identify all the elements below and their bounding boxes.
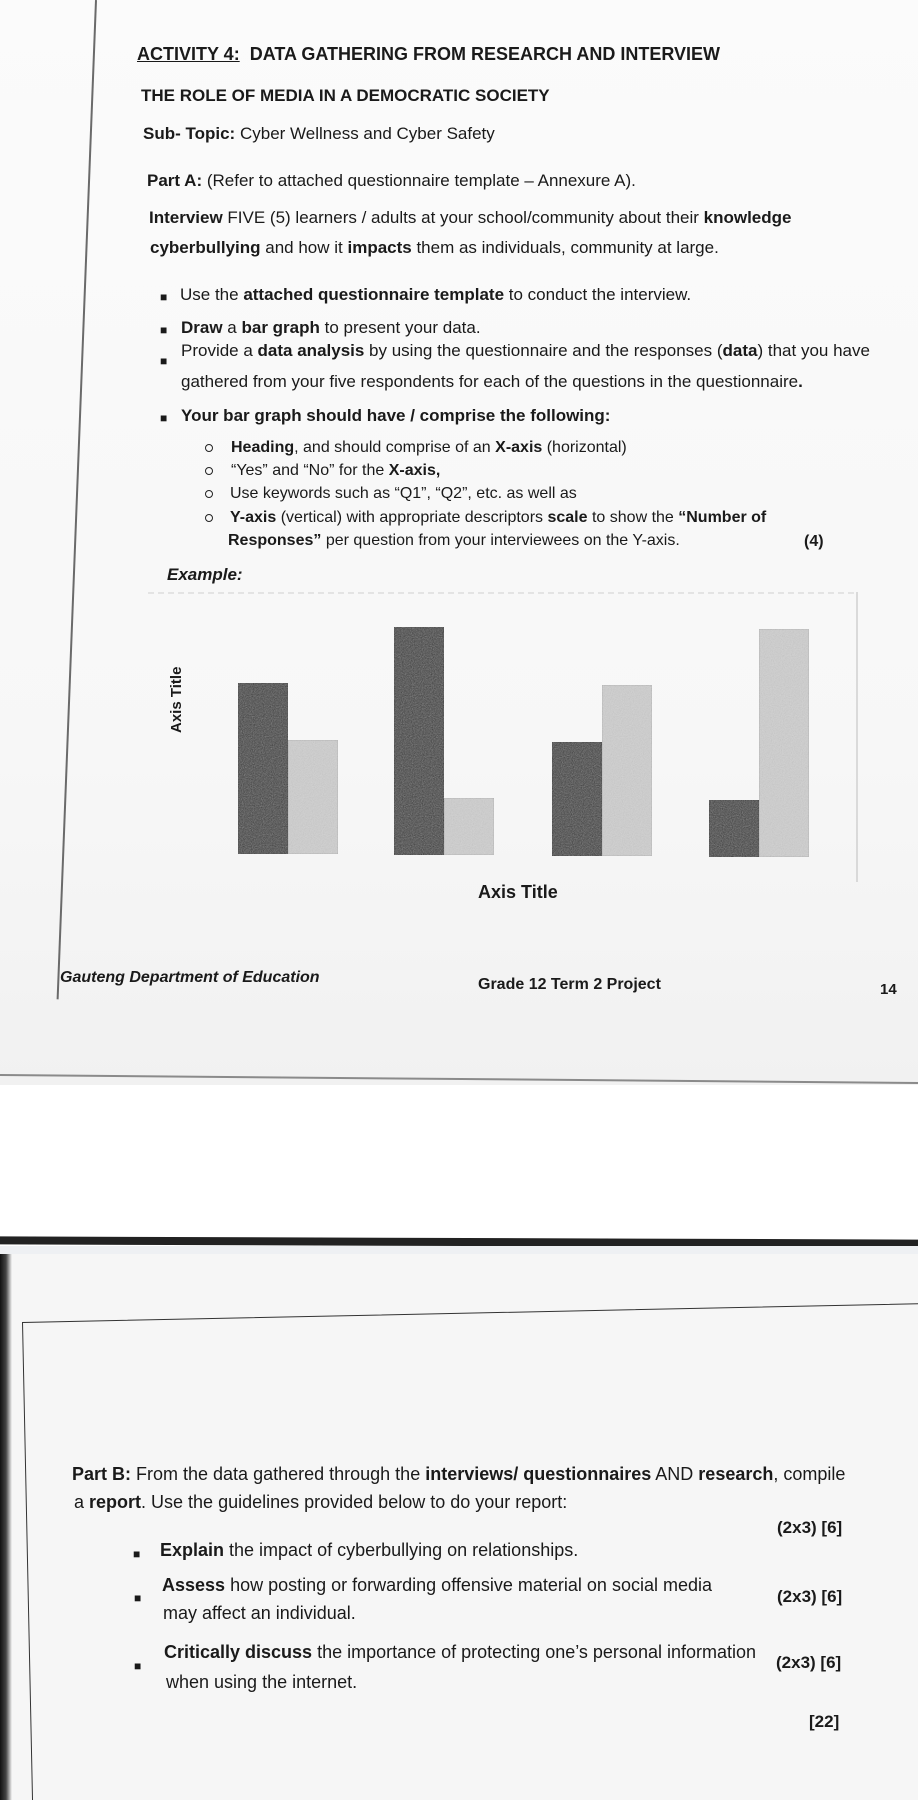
bullet-icon: ■ xyxy=(160,411,168,425)
bar-3-series-2 xyxy=(602,685,652,856)
sub-bullet-2 xyxy=(231,461,440,481)
bar-1-series-1 xyxy=(238,683,288,854)
sub-bullet-4 xyxy=(230,508,766,528)
bullet-3-bold2: data xyxy=(722,341,758,360)
bullet-3-post: ) that you have xyxy=(757,341,870,360)
item-2-text: how posting or forwarding offensive material on social media xyxy=(225,1575,712,1595)
part-b-text-2: AND xyxy=(651,1464,699,1484)
activity-heading xyxy=(137,44,720,64)
page-number: 14 xyxy=(880,981,897,998)
bullet-3-bold: data analysis xyxy=(257,341,365,360)
interview-word: Interview xyxy=(149,208,223,227)
interview-text: FIVE (5) learners / adults at your school/community about their xyxy=(222,208,704,227)
bullet-1-bold: attached questionnaire template xyxy=(243,285,505,304)
subtopic xyxy=(143,124,495,144)
part-b-line-1 xyxy=(72,1464,845,1484)
part-a-text: (Refer to attached questionnaire template – Annexure A). xyxy=(206,171,636,190)
sub-bullet-1-bold: Heading xyxy=(231,439,295,456)
bullet-3 xyxy=(181,341,870,361)
part-b-item-3 xyxy=(164,1642,756,1662)
part-b-bold-2: research xyxy=(698,1464,774,1484)
part-a-heading xyxy=(147,171,636,191)
interview-line-2 xyxy=(150,238,719,258)
bar-4-series-2 xyxy=(759,629,809,857)
bullet-2-post: to present your data. xyxy=(319,318,481,337)
example-bar-chart xyxy=(148,592,858,882)
total-marks: [22] xyxy=(809,1712,840,1731)
part-b-text-5: . Use the guidelines provided below to do your report: xyxy=(141,1492,568,1512)
sub-bullet-1-mid: , and should comprise of an xyxy=(294,439,496,456)
y-axis-title: Axis Title xyxy=(168,666,185,733)
part-b-text-4: a xyxy=(74,1492,90,1512)
bullet-1-post: to conduct the interview. xyxy=(504,285,692,304)
part-b-label: Part B: xyxy=(72,1464,132,1484)
page-border-line xyxy=(57,0,97,999)
activity-title: DATA GATHERING FROM RESEARCH AND INTERVIEW xyxy=(249,44,721,64)
sub-bullet-1 xyxy=(231,438,627,458)
example-label: Example: xyxy=(167,565,243,584)
circle-bullet-icon xyxy=(205,444,213,452)
bar-3-series-1 xyxy=(552,742,602,856)
bar-1-series-2 xyxy=(288,740,338,854)
sub-bullet-5-post: per question from your interviewees on the Y-axis. xyxy=(321,532,680,549)
bullet-3-mid: by using the questionnaire and the responses ( xyxy=(364,341,723,360)
item-3-bold: Critically discuss xyxy=(164,1642,313,1662)
item-1-text: the impact of cyberbullying on relationships. xyxy=(224,1540,579,1560)
subtopic-label: Sub- Topic: xyxy=(143,124,236,143)
knowledge-word: knowledge xyxy=(703,208,792,227)
cyberbullying-word: cyberbullying xyxy=(150,238,261,257)
sub-bullet-3-pre: Use keywords such as “Q1”, “Q2”, etc. as well as xyxy=(230,485,577,502)
bullet-1 xyxy=(180,285,691,305)
item-2-marks: (2x3) [6] xyxy=(777,1587,843,1606)
bullet-3-cont-text: gathered from your five respondents for each of the questions in the questionnaire xyxy=(181,372,799,391)
item-2-bold: Assess xyxy=(162,1575,226,1595)
activity-label: ACTIVITY 4: xyxy=(137,44,240,64)
item-1-marks: (2x3) [6] xyxy=(777,1518,843,1537)
part-b-bold-1: interviews/ questionnaires xyxy=(425,1464,652,1484)
sub-bullet-2-bold: X-axis, xyxy=(388,462,441,479)
bars-group xyxy=(238,627,809,857)
sub-bullet-5-bold: Responses” xyxy=(228,532,322,549)
page-bottom-rule xyxy=(0,1074,918,1084)
bullet-1-pre: Use the xyxy=(180,285,244,304)
sub-bullet-1-post: (horizontal) xyxy=(542,439,627,456)
chart-svg xyxy=(148,592,858,882)
part-b-line-2 xyxy=(74,1492,567,1512)
interview-text-3: them as individuals, community at large. xyxy=(411,238,719,257)
edge-shadow xyxy=(0,1254,12,1800)
theme-title: THE ROLE OF MEDIA IN A DEMOCRATIC SOCIETY xyxy=(141,86,550,105)
item-3-line-2: when using the internet. xyxy=(166,1672,358,1692)
part-b-text-1: From the data gathered through the xyxy=(131,1464,426,1484)
circle-bullet-icon xyxy=(205,490,213,498)
item-3-marks: (2x3) [6] xyxy=(776,1653,842,1672)
sub-bullet-4-bold2: scale xyxy=(547,509,588,526)
sub-bullet-4-bold: Y-axis xyxy=(230,509,277,526)
item-1-bold: Explain xyxy=(160,1540,225,1560)
subtopic-text: Cyber Wellness and Cyber Safety xyxy=(239,124,495,143)
bar-2-series-1 xyxy=(394,627,444,855)
part-b-bold-3: report xyxy=(89,1492,142,1512)
item-3-text: the importance of protecting one’s personal information xyxy=(312,1642,757,1662)
bullet-2-bold: Draw xyxy=(181,318,223,337)
part-b-text-3: , compile xyxy=(773,1464,846,1484)
part-b-item-2 xyxy=(162,1575,712,1595)
page-gap xyxy=(0,1246,918,1254)
bullet-2 xyxy=(181,318,481,338)
sub-bullet-3 xyxy=(230,484,577,504)
footer-project: Grade 12 Term 2 Project xyxy=(478,976,661,993)
bullet-icon: ■ xyxy=(160,323,168,337)
bullet-3-pre: Provide a xyxy=(181,341,258,360)
bullet-4: Your bar graph should have / comprise the following: xyxy=(181,406,611,425)
bullet-icon: ■ xyxy=(160,290,168,304)
sub-bullet-2-pre: “Yes” and “No” for the xyxy=(231,462,389,479)
sub-bullet-1-bold2: X-axis xyxy=(495,439,543,456)
x-axis-title: Axis Title xyxy=(478,882,558,902)
bullet-2-mid: a xyxy=(222,318,242,337)
impacts-word: impacts xyxy=(347,238,412,257)
bullet-icon: ■ xyxy=(134,1591,142,1605)
sub-bullet-4-bold3: “Number of xyxy=(678,509,767,526)
interview-text-2: and how it xyxy=(260,238,348,257)
bullet-3-continued xyxy=(181,372,803,392)
circle-bullet-icon xyxy=(205,514,213,522)
bullet-3-cont-dot: . xyxy=(798,372,803,391)
part-b-item-1 xyxy=(160,1540,578,1560)
bar-4-series-1 xyxy=(709,800,759,857)
bullet-icon: ■ xyxy=(134,1659,142,1673)
bar-2-series-2 xyxy=(444,798,494,855)
bullet-2-bold2: bar graph xyxy=(241,318,320,337)
part-a-label: Part A: xyxy=(147,171,203,190)
interview-line-1 xyxy=(149,208,792,228)
bullet-icon: ■ xyxy=(133,1547,141,1561)
sub-bullet-4-post: to show the xyxy=(587,509,679,526)
sub-bullet-4-mid: (vertical) with appropriate descriptors xyxy=(276,509,548,526)
bullet-icon: ■ xyxy=(160,354,168,368)
part-a-marks: (4) xyxy=(804,533,824,550)
circle-bullet-icon xyxy=(205,467,213,475)
sub-bullet-4-continued xyxy=(228,531,680,551)
footer-department: Gauteng Department of Education xyxy=(60,969,320,986)
item-2-line-2: may affect an individual. xyxy=(163,1603,356,1623)
